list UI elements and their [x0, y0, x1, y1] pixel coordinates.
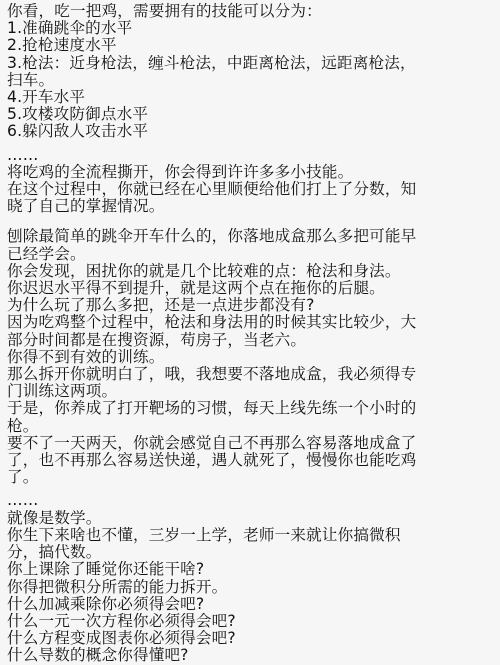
text-line: 部分时间都是在搜资源，苟房子，当老六。 — [7, 330, 307, 349]
text-line: 你会发现，困扰你的就是几个比较难的点：枪法和身法。 — [7, 261, 401, 280]
text-line: 刨除最简单的跳伞开车什么的，你落地成盒那么多把可能早 — [7, 227, 417, 246]
text-line: 1.准确跳伞的水平 — [7, 19, 133, 38]
text-line: 你得不到有效的训练。 — [7, 347, 165, 366]
breakdown-section — [7, 147, 492, 216]
text-line: 2.抢枪速度水平 — [7, 36, 117, 55]
text-line: 分，搞代数。 — [7, 543, 102, 562]
text-line: 于是，你养成了打开靶场的习惯，每天上线先练一个小时的 — [7, 399, 417, 418]
text-line: 扫车。 — [7, 70, 55, 89]
text-line: 将吃鸡的全流程撕开，你会得到许许多多小技能。 — [7, 162, 354, 181]
text-line: 什么导数的概念你得懂吧? — [7, 646, 189, 665]
text-line: 你迟迟水平得不到提升，就是这两个点在拖你的后腿。 — [7, 279, 385, 298]
text-line: 要不了一天两天，你就会感觉自己不再那么容易落地成盒了 — [7, 433, 417, 452]
text-line: 什么加减乘除你必须得会吧? — [7, 594, 205, 613]
intro-section — [7, 3, 492, 141]
text-line: 了。 — [7, 468, 39, 487]
analysis-section — [7, 228, 492, 486]
text-line: 你上课除了睡觉你还能干啥? — [7, 560, 205, 579]
text-line: 你看，吃一把鸡，需要拥有的技能可以分为： — [7, 2, 322, 20]
text-line: 你生下来啥也不懂，三岁一上学，老师一来就让你搞微积 — [7, 525, 401, 544]
text-line: 3.枪法：近身枪法，缠斗枪法，中距离枪法，远距离枪法， — [7, 53, 416, 72]
text-line: …… — [7, 145, 39, 164]
text-line: 在这个过程中，你就已经在心里顺便给他们打上了分数，知 — [7, 180, 417, 199]
math-example-section — [7, 492, 492, 664]
text-line: 因为吃鸡整个过程中，枪法和身法用的时候其实比较少，大 — [7, 313, 417, 332]
text-line: 就像是数学。 — [7, 508, 102, 527]
text-line: 5.攻楼攻防御点水平 — [7, 105, 149, 124]
text-line: 枪。 — [7, 416, 39, 435]
text-line: 晓了自己的掌握情况。 — [7, 197, 165, 216]
text-line: 4.开车水平 — [7, 88, 86, 107]
text-line: 为什么玩了那么多把，还是一点进步都没有? — [7, 296, 315, 315]
text-line: …… — [7, 491, 39, 510]
text-line: 了，也不再那么容易送快递，遇人就死了，慢慢你也能吃鸡 — [7, 451, 417, 470]
text-line: 门训练这两项。 — [7, 382, 118, 401]
text-line: 那么拆开你就明白了，哦，我想要不落地成盒，我必须得专 — [7, 365, 417, 384]
text-line: 你得把微积分所需的能力拆开。 — [7, 577, 228, 596]
text-line: 已经学会。 — [7, 244, 86, 263]
text-line: 6.躲闪敌人攻击水平 — [7, 122, 149, 141]
text-line: 什么一元一次方程你必须得会吧? — [7, 611, 236, 630]
text-line: 什么方程变成图表你必须得会吧? — [7, 629, 236, 648]
